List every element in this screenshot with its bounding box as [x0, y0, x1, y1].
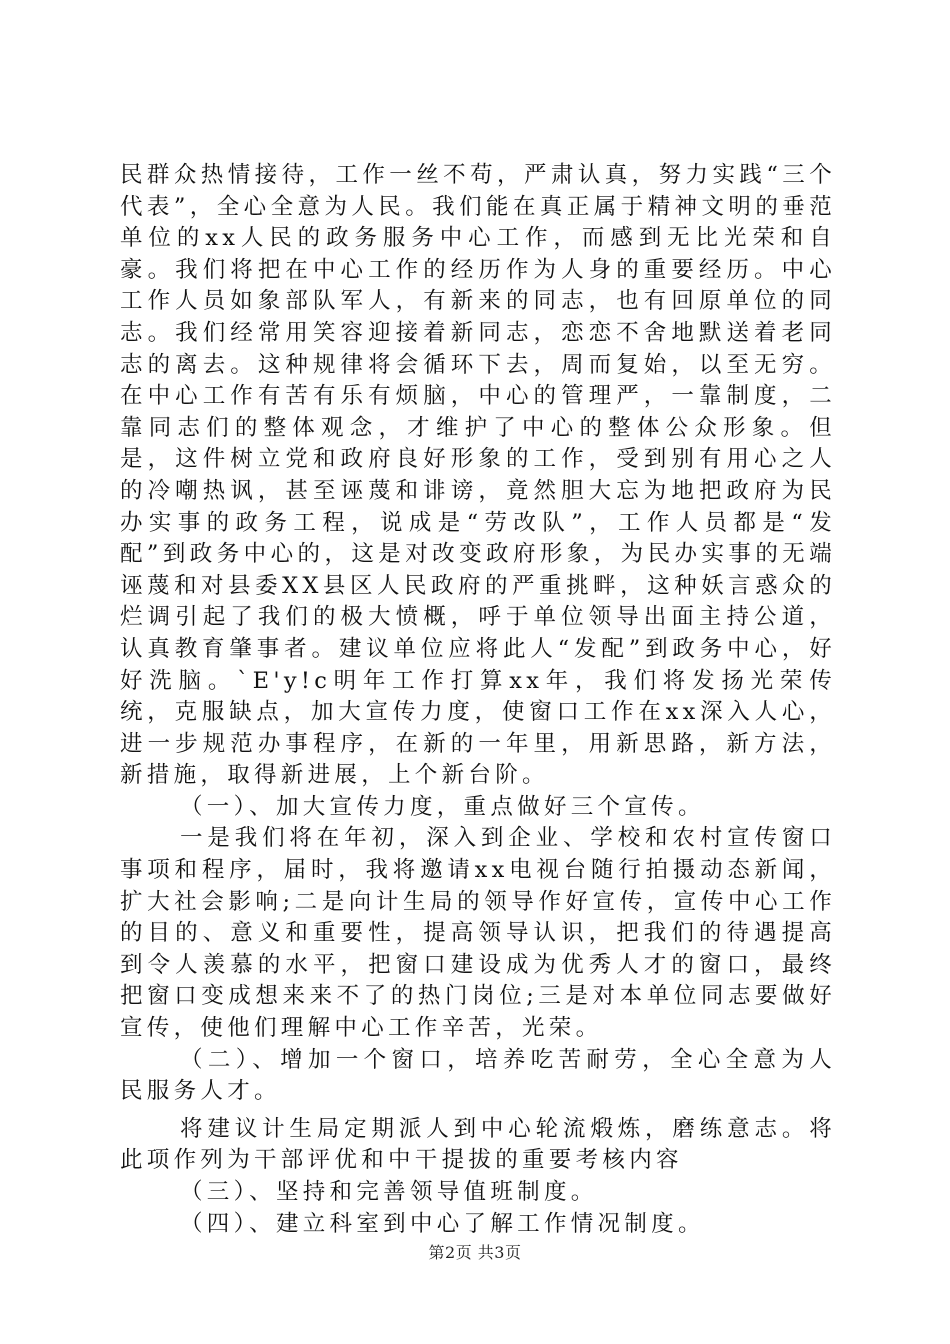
page-number-footer: 第2页 共3页: [428, 1243, 522, 1262]
document-body: [120, 160, 836, 1240]
section-heading-3: （三）、坚持和完善领导值班制度。: [180, 1179, 598, 1205]
paragraph-continuation: 民群众热情接待，工作一丝不苟，严肃认真，努力实践“三个代表”，全心全意为人民。我们能在真正属于精神文明的垂范单位的xx人民的政务服务中心工作，而感到无比光荣和自豪。我们将把在中心工作的经历作为人身的重要经历。中心工作人员如象部队军人，有新来的同志，也有回原单位的同志。我们经常用笑容迎接着新同志，恋恋不舍地默送着老同志的离去。这种规律将会循环下去，周而复始，以至无穷。在中心工作有苦有乐有烦脑，中心的管理严，一靠制度，二靠同志们的整体观念，才维护了中心的整体公众形象。但是，这件树立党和政府良好形象的工作，受到别有用心之人的冷嘲热讽，甚至诬蔑和诽谤，竟然胆大忘为地把政府为民办实事的政务工程，说成是“劳改队”，工作人员都是“发配”到政务中心的，这是对改变政府形象，为民办实事的无端诬蔑和对县委XX县区人民政府的严重挑畔，这种妖言惑众的烂调引起了我们的极大愤概，呼于单位领导出面主持公道，认真教育肇事者。建议单位应将此人“发配”到政务中心，好好洗脑。`E'y!c明年工作打算xx年，我们将发扬光荣传统，克服缺点，加大宣传力度，使窗口工作在xx深入人心，进一步规范办事程序，在新的一年里，用新思路，新方法，新措施，取得新进展，上个新台阶。: [120, 162, 836, 789]
section-heading-4: （四）、建立科室到中心了解工作情况制度。: [180, 1210, 705, 1237]
section-heading-2: （二）、增加一个窗口，培养吃苦耐劳，全心全意为人民服务人才。: [120, 1046, 836, 1105]
paragraph-rotation: 将建议计生局定期派人到中心轮流煅炼，磨练意志。将此项作列为干部评优和中干提拔的重要考核内容: [120, 1115, 836, 1174]
section-heading-1: （一）、加大宣传力度，重点做好三个宣传。: [180, 793, 705, 820]
paragraph-publicity: 一是我们将在年初，深入到企业、学校和农村宣传窗口事项和程序，届时，我将邀请xx电视台随行拍摄动态新闻，扩大社会影响;二是向计生局的领导作好宣传，宣传中心工作的目的、意义和重要性，提高领导认识，把我们的待遇提高到令人羡慕的水平，把窗口建设成为优秀人才的窗口，最终把窗口变成想来来不了的热门岗位;三是对本单位同志要做好宣传，使他们理解中心工作辛苦，光荣。: [120, 825, 836, 1042]
